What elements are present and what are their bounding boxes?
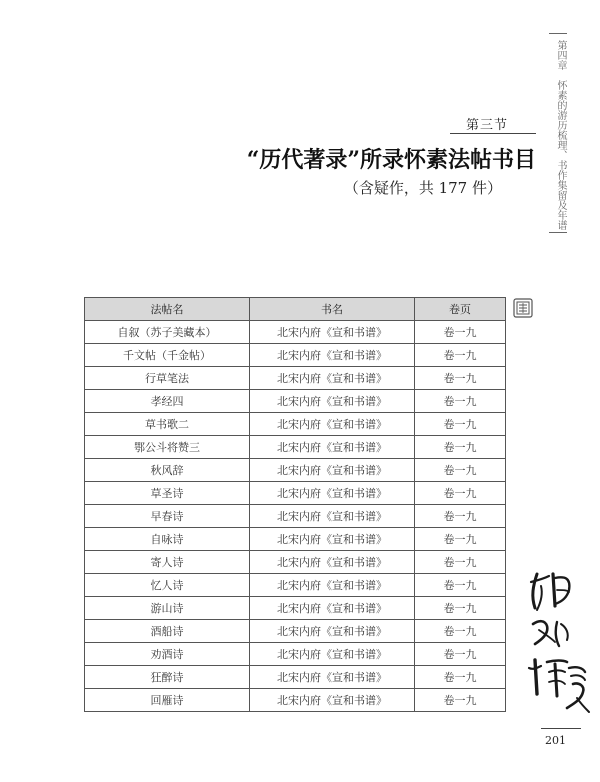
cell-book: 北宋内府《宣和书谱》	[250, 689, 415, 712]
cell-title: 秋风辞	[85, 459, 250, 482]
cell-book: 北宋内府《宣和书谱》	[250, 505, 415, 528]
cell-volume: 卷一九	[415, 505, 506, 528]
cell-title: 草圣诗	[85, 482, 250, 505]
cell-volume: 卷一九	[415, 666, 506, 689]
cell-title: 鄂公斗将赞三	[85, 436, 250, 459]
cell-title: 忆人诗	[85, 574, 250, 597]
table-row	[85, 597, 506, 620]
table-row	[85, 482, 506, 505]
page-title: “历代著录”所录怀素法帖书目	[246, 147, 536, 173]
cell-book: 北宋内府《宣和书谱》	[250, 482, 415, 505]
table-row	[85, 551, 506, 574]
table-row	[85, 459, 506, 482]
table-container	[84, 297, 505, 712]
table-row	[85, 689, 506, 712]
cell-title: 劝酒诗	[85, 643, 250, 666]
cell-title: 狂醉诗	[85, 666, 250, 689]
page-subtitle: （含疑作，共 177 件）	[343, 179, 502, 197]
cell-title: 行草笔法	[85, 367, 250, 390]
cell-book: 北宋内府《宣和书谱》	[250, 551, 415, 574]
cell-book: 北宋内府《宣和书谱》	[250, 390, 415, 413]
running-head-line: 第四章 怀素的游历梳理、书作集留及年谱	[555, 40, 566, 230]
cell-book: 北宋内府《宣和书谱》	[250, 528, 415, 551]
cell-volume: 卷一九	[415, 689, 506, 712]
cell-volume: 卷一九	[415, 344, 506, 367]
cell-title: 酒船诗	[85, 620, 250, 643]
cell-book: 北宋内府《宣和书谱》	[250, 367, 415, 390]
cell-volume: 卷一九	[415, 620, 506, 643]
table-row	[85, 344, 506, 367]
margin-rule-top	[549, 33, 567, 34]
table-row	[85, 436, 506, 459]
calligraphy-table	[84, 297, 506, 712]
cell-volume: 卷一九	[415, 367, 506, 390]
table-header-row	[85, 298, 506, 321]
cell-book: 北宋内府《宣和书谱》	[250, 321, 415, 344]
cell-volume: 卷一九	[415, 574, 506, 597]
cell-volume: 卷一九	[415, 597, 506, 620]
cell-title: 草书歌二	[85, 413, 250, 436]
cell-title: 千文帖（千金帖）	[85, 344, 250, 367]
cell-title: 孝经四	[85, 390, 250, 413]
cell-book: 北宋内府《宣和书谱》	[250, 436, 415, 459]
table-row	[85, 505, 506, 528]
table-row	[85, 367, 506, 390]
table-body	[85, 321, 506, 712]
table-row	[85, 528, 506, 551]
cell-volume: 卷一九	[415, 321, 506, 344]
header-title: 法帖名	[85, 298, 250, 321]
cell-volume: 卷一九	[415, 643, 506, 666]
running-head	[550, 40, 568, 228]
calligraphy-signature	[525, 568, 591, 718]
signature-rule	[541, 728, 581, 729]
cell-book: 北宋内府《宣和书谱》	[250, 643, 415, 666]
cell-book: 北宋内府《宣和书谱》	[250, 413, 415, 436]
cell-title: 回雁诗	[85, 689, 250, 712]
cell-book: 北宋内府《宣和书谱》	[250, 666, 415, 689]
header-book: 书名	[250, 298, 415, 321]
cell-title: 自叙（苏子美藏本）	[85, 321, 250, 344]
cell-volume: 卷一九	[415, 436, 506, 459]
cell-title: 寄人诗	[85, 551, 250, 574]
table-row	[85, 413, 506, 436]
picture-frame-icon[interactable]	[512, 297, 534, 319]
cell-book: 北宋内府《宣和书谱》	[250, 620, 415, 643]
cell-book: 北宋内府《宣和书谱》	[250, 574, 415, 597]
cell-volume: 卷一九	[415, 459, 506, 482]
cell-volume: 卷一九	[415, 482, 506, 505]
table-row	[85, 643, 506, 666]
section-rule	[450, 133, 536, 134]
page-number: 201	[545, 734, 566, 747]
cell-volume: 卷一九	[415, 413, 506, 436]
cell-volume: 卷一九	[415, 551, 506, 574]
cell-volume: 卷一九	[415, 528, 506, 551]
cell-book: 北宋内府《宣和书谱》	[250, 344, 415, 367]
cell-book: 北宋内府《宣和书谱》	[250, 597, 415, 620]
table-row	[85, 666, 506, 689]
cell-volume: 卷一九	[415, 390, 506, 413]
margin-rule-bottom	[549, 232, 567, 233]
table-row	[85, 574, 506, 597]
table-row	[85, 620, 506, 643]
section-label: 第三节	[466, 118, 509, 133]
cell-title: 游山诗	[85, 597, 250, 620]
cell-book: 北宋内府《宣和书谱》	[250, 459, 415, 482]
cell-title: 自咏诗	[85, 528, 250, 551]
table-row	[85, 321, 506, 344]
cell-title: 早春诗	[85, 505, 250, 528]
header-volume: 卷页	[415, 298, 506, 321]
table-row	[85, 390, 506, 413]
